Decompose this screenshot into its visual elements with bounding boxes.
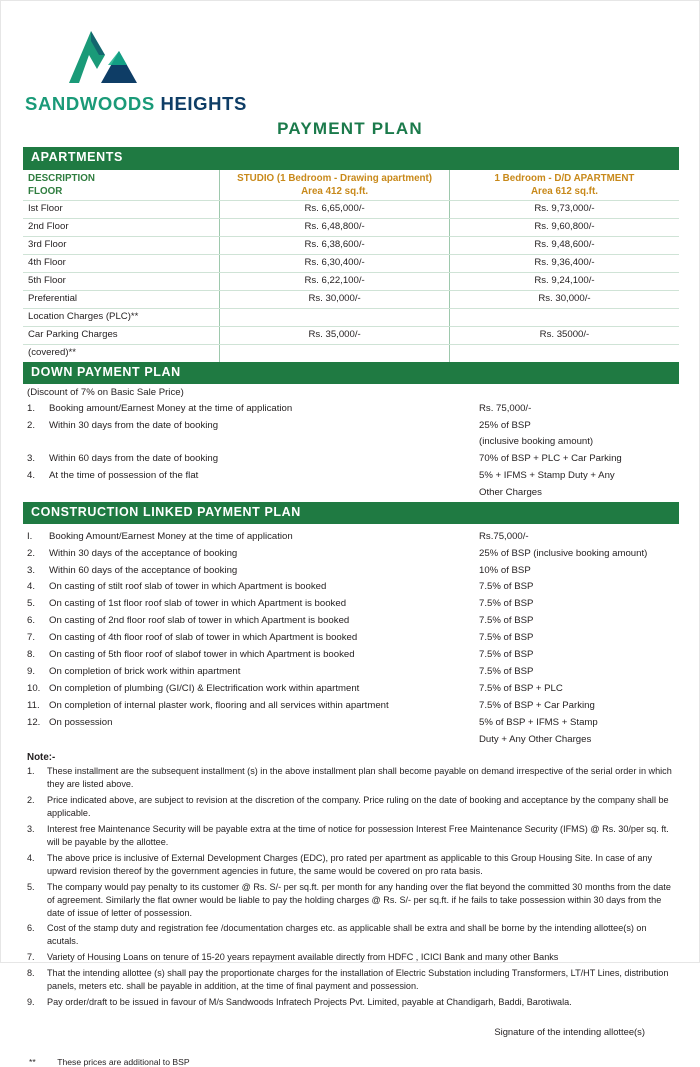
header-floor: FLOOR <box>23 185 220 201</box>
notes-list <box>23 764 679 1010</box>
item-text <box>45 731 475 748</box>
item-number: 10. <box>27 682 41 694</box>
footnote-text: These prices are additional to BSP <box>57 1057 190 1067</box>
item-text: On casting of 1st floor roof slab of tower in which Apartment is booked <box>49 598 347 610</box>
down-payment-table <box>23 400 679 501</box>
note-text: Pay order/draft to be issued in favour of M/s Sandwoods Infratech Projects Pvt. Limited, payable at Chandigarh, Baddi, Barotiwala. <box>47 996 572 1007</box>
item-text: On completion of brick work within apartment <box>49 665 241 677</box>
note-number: 2. <box>27 795 35 806</box>
note-number: 6. <box>27 923 35 934</box>
note-number: 8. <box>27 968 35 979</box>
item-value: 7.5% of BSP + PLC <box>479 682 563 694</box>
item-value: 7.5% of BSP + Car Parking <box>479 699 595 711</box>
down-payment-subnote: (Discount of 7% on Basic Sale Price) <box>27 387 184 399</box>
item-value: 7.5% of BSP <box>479 615 534 627</box>
note-number: 1. <box>27 766 35 777</box>
item-number: 4. <box>27 470 36 482</box>
list-item <box>23 400 679 417</box>
item-number: 8. <box>27 649 36 661</box>
item-number <box>23 731 45 748</box>
table-row <box>23 290 679 308</box>
row-value-studio: Rs. 6,65,000/- <box>220 201 450 219</box>
apartments-table <box>23 170 679 362</box>
item-number: 3. <box>27 453 36 465</box>
item-text: On casting of 2nd floor roof slab of tower in which Apartment is booked <box>49 615 350 627</box>
item-number: 12. <box>27 716 41 728</box>
item-number: 6. <box>27 615 36 627</box>
item-text: On casting of 5th floor roof of slabof tower in which Apartment is booked <box>49 649 355 661</box>
table-row <box>23 308 679 326</box>
notes-heading: Note:- <box>27 751 56 763</box>
row-label: Preferential <box>23 290 220 308</box>
item-number: 2. <box>27 547 36 559</box>
list-item <box>23 562 679 579</box>
item-text: Within 60 days of the acceptance of booking <box>49 564 238 576</box>
section-heading-apartments: APARTMENTS <box>23 147 679 170</box>
signature-label: Signature of the intending allottee(s) <box>494 1026 645 1038</box>
note-text: The company would pay penalty to its customer @ Rs. S/- per sq.ft. per month for any handing over the flat beyond the committed 30 months from the date of agreement. Similarly the flat owner would be liable to pay the holding charges @ Rs. S/- per sq.ft. if he fails to take possession within 30 days from the date of issue of letter of possession. <box>47 881 671 918</box>
list-item <box>23 950 679 966</box>
table-row <box>23 272 679 290</box>
row-value-studio: Rs. 6,22,100/- <box>220 272 450 290</box>
item-value: Rs.75,000/- <box>479 530 529 542</box>
note-text: Cost of the stamp duty and registration fee /documentation charges etc. as applicable shall be extra and shall be borne by the intending allottee(s) on acutals. <box>47 923 647 947</box>
row-label: Car Parking Charges <box>23 326 220 344</box>
item-value: 7.5% of BSP <box>479 665 534 677</box>
list-item <box>23 630 679 647</box>
item-text <box>45 434 475 451</box>
row-value-dd <box>449 344 679 361</box>
table-subheader-row <box>23 185 679 201</box>
row-value-dd: Rs. 9,48,600/- <box>449 236 679 254</box>
header-studio-area: Area 412 sq.ft. <box>220 185 450 201</box>
list-item <box>23 468 679 485</box>
header-one-bedroom-area: Area 612 sq.ft. <box>449 185 679 201</box>
row-value-studio: Rs. 6,48,800/- <box>220 219 450 237</box>
list-item <box>23 579 679 596</box>
list-item <box>23 528 679 545</box>
table-row <box>23 219 679 237</box>
item-value: 70% of BSP + PLC + Car Parking <box>479 453 622 465</box>
list-item <box>23 793 679 822</box>
header-studio: STUDIO (1 Bedroom - Drawing apartment) <box>220 170 450 185</box>
list-item <box>23 596 679 613</box>
note-number: 5. <box>27 881 35 892</box>
section-heading-down-payment: DOWN PAYMENT PLAN <box>23 362 679 385</box>
list-item <box>23 731 679 748</box>
row-value-dd: Rs. 30,000/- <box>449 290 679 308</box>
brand-name-part2: HEIGHTS <box>160 93 247 114</box>
table-row <box>23 326 679 344</box>
item-value: 7.5% of BSP <box>479 649 534 661</box>
row-label: 5th Floor <box>23 272 220 290</box>
item-value: Rs. 75,000/- <box>479 402 532 414</box>
note-number: 3. <box>27 824 35 835</box>
note-text: Price indicated above, are subject to revision at the discretion of the company. Price ruling on the date of booking and acceptance by the company shall be applicable. <box>47 795 669 819</box>
item-text <box>45 485 475 502</box>
row-label: (covered)** <box>23 344 220 361</box>
list-item <box>23 994 679 1010</box>
list-item <box>23 417 679 434</box>
list-item <box>23 697 679 714</box>
item-value: (inclusive booking amount) <box>479 436 594 448</box>
note-number: 4. <box>27 852 35 863</box>
list-item <box>23 451 679 468</box>
construction-linked-table <box>23 528 679 748</box>
item-number: 5. <box>27 598 36 610</box>
list-item <box>23 921 679 950</box>
row-label: 4th Floor <box>23 254 220 272</box>
list-item <box>23 966 679 995</box>
row-value-dd: Rs. 9,73,000/- <box>449 201 679 219</box>
row-label: 2nd Floor <box>23 219 220 237</box>
item-text: On casting of 4th floor roof of slab of tower in which Apartment is booked <box>49 632 358 644</box>
list-item <box>23 485 679 502</box>
item-value: 5% of BSP + IFMS + Stamp <box>479 716 598 728</box>
row-label: Location Charges (PLC)** <box>23 308 220 326</box>
item-text: Within 30 days from the date of booking <box>49 419 219 431</box>
item-value: Duty + Any Other Charges <box>479 733 592 745</box>
item-number: 1. <box>27 402 36 414</box>
table-row <box>23 201 679 219</box>
note-text: Variety of Housing Loans on tenure of 15-20 years repayment available directly from HDFC , ICICI Bank and many other Banks <box>47 952 559 963</box>
item-text: At the time of possession of the flat <box>49 470 199 482</box>
list-item <box>23 545 679 562</box>
item-value: Other Charges <box>479 487 542 499</box>
row-value-studio <box>220 344 450 361</box>
row-value-studio: Rs. 35,000/- <box>220 326 450 344</box>
row-value-dd: Rs. 35000/- <box>449 326 679 344</box>
item-number: 11. <box>27 699 40 711</box>
list-item <box>23 647 679 664</box>
note-text: These installment are the subsequent installment (s) in the above installment plan shall become payable on demand irrespective of the serial order in which they are listed above. <box>47 766 672 790</box>
mountain-peaks-logo-icon <box>61 25 147 87</box>
list-item <box>23 714 679 731</box>
row-value-dd <box>449 308 679 326</box>
list-item <box>23 663 679 680</box>
row-value-dd: Rs. 9,60,800/- <box>449 219 679 237</box>
section-heading-construction-linked: CONSTRUCTION LINKED PAYMENT PLAN <box>23 502 679 525</box>
table-row <box>23 236 679 254</box>
header-one-bedroom: 1 Bedroom - D/D APARTMENT <box>494 172 635 184</box>
table-row <box>23 254 679 272</box>
row-value-dd: Rs. 9,36,400/- <box>449 254 679 272</box>
item-value: 5% + IFMS + Stamp Duty + Any <box>479 470 615 482</box>
list-item <box>23 613 679 630</box>
item-value: 7.5% of BSP <box>479 581 534 593</box>
item-text: Booking amount/Earnest Money at the time of application <box>49 402 293 414</box>
header-description: DESCRIPTION <box>23 170 220 185</box>
document-body <box>23 147 679 1067</box>
note-text: Interest free Maintenance Security will be payable extra at the time of notice for possession Interest Free Maintenance Security (IFMS) @ Rs. 30/per sq. ft. will be payable by the allottee. <box>47 824 669 847</box>
item-number: 9. <box>27 665 36 677</box>
item-number: 7. <box>27 632 36 644</box>
item-number <box>23 485 45 502</box>
list-item <box>23 764 679 793</box>
page-title: PAYMENT PLAN <box>277 119 423 138</box>
item-text: Within 60 days from the date of booking <box>49 453 219 465</box>
item-number: 3. <box>27 564 36 576</box>
item-text: On possession <box>49 716 113 728</box>
item-value: 25% of BSP <box>479 419 531 431</box>
list-item <box>23 822 679 851</box>
note-text: That the intending allottee (s) shall pay the proportionate charges for the installation of Electric Substation including Transformers, LT/HT Lines, distribution panels, meters etc. shall be payable in addition, at the time of final payment and possession. <box>47 968 669 992</box>
item-number: I. <box>27 530 33 542</box>
footnote-marker: ** <box>29 1057 36 1067</box>
row-value-dd: Rs. 9,24,100/- <box>449 272 679 290</box>
brand-name-part1: SANDWOODS <box>25 93 155 114</box>
brand-name <box>25 93 255 115</box>
row-value-studio <box>220 308 450 326</box>
item-text: On casting of stilt roof slab of tower in which Apartment is booked <box>49 581 327 593</box>
item-text: On completion of plumbing (GI/CI) & Electrification work within apartment <box>49 682 360 694</box>
note-number: 9. <box>27 996 35 1007</box>
table-header-row <box>23 170 679 185</box>
item-number <box>23 434 45 451</box>
list-item <box>23 680 679 697</box>
item-text: Within 30 days of the acceptance of booking <box>49 547 238 559</box>
list-item <box>23 850 679 879</box>
row-value-studio: Rs. 6,38,600/- <box>220 236 450 254</box>
list-item <box>23 434 679 451</box>
list-item <box>23 879 679 921</box>
row-label: 3rd Floor <box>23 236 220 254</box>
table-row <box>23 344 679 361</box>
item-value: 7.5% of BSP <box>479 632 534 644</box>
item-number: 2. <box>27 419 36 431</box>
item-number: 4. <box>27 581 36 593</box>
row-label: Ist Floor <box>23 201 220 219</box>
item-text: On completion of internal plaster work, flooring and all services within apartment <box>49 699 389 711</box>
item-text: Booking Amount/Earnest Money at the time of application <box>49 530 293 542</box>
item-value: 25% of BSP (inclusive booking amount) <box>479 547 648 559</box>
footnote <box>23 1057 679 1067</box>
note-text: The above price is inclusive of External Development Charges (EDC), pro rated per apartment as applicable to this Group Housing Site. In case of any upward revision thereof by the government agencies in future, the same would be covered on pro rata basis. <box>47 852 653 876</box>
note-number: 7. <box>27 952 35 963</box>
item-value: 10% of BSP <box>479 564 531 576</box>
row-value-studio: Rs. 6,30,400/- <box>220 254 450 272</box>
item-value: 7.5% of BSP <box>479 598 534 610</box>
brand-logo <box>25 25 255 115</box>
row-value-studio: Rs. 30,000/- <box>220 290 450 308</box>
